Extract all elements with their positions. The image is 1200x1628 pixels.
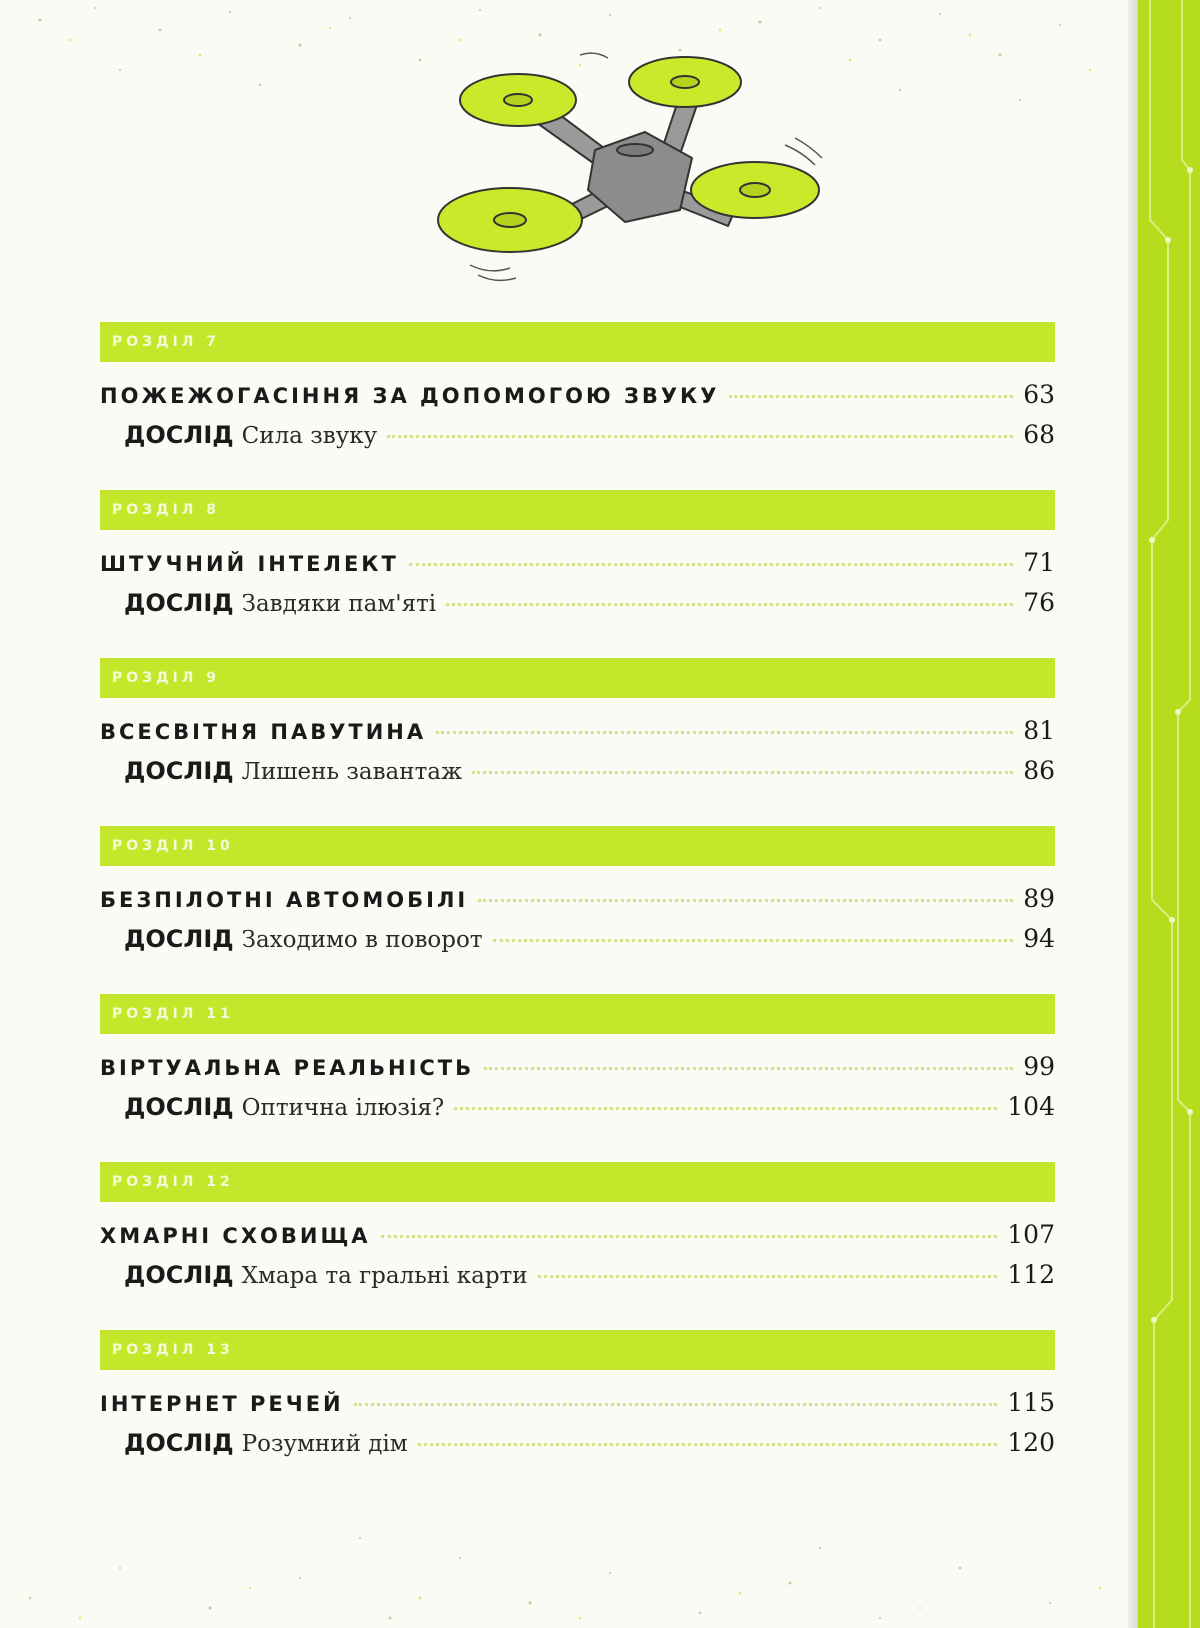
dot-leader xyxy=(729,395,1013,398)
toc-section xyxy=(100,1330,1055,1457)
chapter-title: ВСЕСВІТНЯ ПАВУТИНА xyxy=(100,720,427,744)
section-label: РОЗДІЛ 11 xyxy=(112,1006,234,1022)
section-label: РОЗДІЛ 13 xyxy=(112,1342,234,1358)
chapter-row[interactable] xyxy=(100,716,1055,745)
section-band xyxy=(100,994,1055,1034)
experiment-tag: ДОСЛІД xyxy=(124,1261,234,1289)
experiment-page: 68 xyxy=(1023,420,1055,449)
experiment-name: Завдяки пам'яті xyxy=(241,591,437,617)
experiment-tag: ДОСЛІД xyxy=(124,757,234,785)
experiment-page: 120 xyxy=(1007,1428,1055,1457)
chapter-page: 81 xyxy=(1023,716,1055,745)
experiment-row[interactable] xyxy=(100,756,1055,785)
dot-leader xyxy=(454,1107,997,1110)
experiment-name: Заходимо в поворот xyxy=(241,927,483,953)
chapter-title: ВІРТУАЛЬНА РЕАЛЬНІСТЬ xyxy=(100,1056,475,1080)
chapter-row[interactable] xyxy=(100,1388,1055,1417)
toc-section xyxy=(100,826,1055,953)
section-band xyxy=(100,490,1055,530)
section-label: РОЗДІЛ 10 xyxy=(112,838,234,854)
experiment-name: Оптична ілюзія? xyxy=(241,1095,445,1121)
toc-section xyxy=(100,490,1055,617)
experiment-page: 104 xyxy=(1007,1092,1055,1121)
section-label: РОЗДІЛ 9 xyxy=(112,670,221,686)
dot-leader xyxy=(387,435,1013,438)
section-band xyxy=(100,322,1055,362)
chapter-title: ШТУЧНИЙ ІНТЕЛЕКТ xyxy=(100,552,399,576)
experiment-row[interactable] xyxy=(100,1260,1055,1289)
dot-leader xyxy=(409,563,1013,566)
experiment-name: Сила звуку xyxy=(241,423,378,449)
dot-leader xyxy=(538,1275,998,1278)
experiment-row[interactable] xyxy=(100,420,1055,449)
section-band xyxy=(100,1330,1055,1370)
dot-leader xyxy=(446,603,1013,606)
dot-leader xyxy=(354,1403,998,1406)
experiment-page: 86 xyxy=(1023,756,1055,785)
toc-section xyxy=(100,658,1055,785)
chapter-row[interactable] xyxy=(100,1052,1055,1081)
chapter-page: 63 xyxy=(1023,380,1055,409)
chapter-page: 99 xyxy=(1023,1052,1055,1081)
dot-leader xyxy=(436,731,1013,734)
section-label: РОЗДІЛ 12 xyxy=(112,1174,234,1190)
speckle-texture-bottom xyxy=(0,1478,1130,1628)
chapter-page: 71 xyxy=(1023,548,1055,577)
chapter-row[interactable] xyxy=(100,1220,1055,1249)
dot-leader xyxy=(418,1443,998,1446)
section-label: РОЗДІЛ 7 xyxy=(112,334,221,350)
toc-section xyxy=(100,1162,1055,1289)
chapter-title: ХМАРНІ СХОВИЩА xyxy=(100,1224,371,1248)
experiment-page: 76 xyxy=(1023,588,1055,617)
experiment-name: Лишень завантаж xyxy=(241,759,463,785)
experiment-tag: ДОСЛІД xyxy=(124,1429,234,1457)
chapter-page: 107 xyxy=(1007,1220,1055,1249)
dot-leader xyxy=(381,1235,998,1238)
experiment-tag: ДОСЛІД xyxy=(124,1093,234,1121)
section-label: РОЗДІЛ 8 xyxy=(112,502,221,518)
experiment-name: Розумний дім xyxy=(241,1431,408,1457)
experiment-row[interactable] xyxy=(100,924,1055,953)
experiment-tag: ДОСЛІД xyxy=(124,421,234,449)
experiment-row[interactable] xyxy=(100,1428,1055,1457)
toc-section xyxy=(100,994,1055,1121)
chapter-row[interactable] xyxy=(100,548,1055,577)
experiment-name: Хмара та гральні карти xyxy=(241,1263,528,1289)
dot-leader xyxy=(493,939,1014,942)
section-band xyxy=(100,826,1055,866)
toc-section xyxy=(100,322,1055,449)
experiment-row[interactable] xyxy=(100,588,1055,617)
chapter-page: 115 xyxy=(1007,1388,1055,1417)
section-band xyxy=(100,658,1055,698)
experiment-row[interactable] xyxy=(100,1092,1055,1121)
chapter-row[interactable] xyxy=(100,380,1055,409)
experiment-page: 94 xyxy=(1023,924,1055,953)
chapter-title: БЕЗПІЛОТНІ АВТОМОБІЛІ xyxy=(100,888,469,912)
drone-illustration xyxy=(430,40,860,300)
chapter-title: ІНТЕРНЕТ РЕЧЕЙ xyxy=(100,1392,344,1416)
chapter-page: 89 xyxy=(1023,884,1055,913)
chapter-row[interactable] xyxy=(100,884,1055,913)
circuit-stripe xyxy=(1138,0,1200,1628)
dot-leader xyxy=(478,899,1013,902)
experiment-tag: ДОСЛІД xyxy=(124,589,234,617)
experiment-page: 112 xyxy=(1007,1260,1055,1289)
experiment-tag: ДОСЛІД xyxy=(124,925,234,953)
dot-leader xyxy=(484,1067,1013,1070)
dot-leader xyxy=(472,771,1013,774)
section-band xyxy=(100,1162,1055,1202)
chapter-title: ПОЖЕЖОГАСІННЯ ЗА ДОПОМОГОЮ ЗВУКУ xyxy=(100,384,720,408)
page-edge-shadow xyxy=(1128,0,1138,1628)
